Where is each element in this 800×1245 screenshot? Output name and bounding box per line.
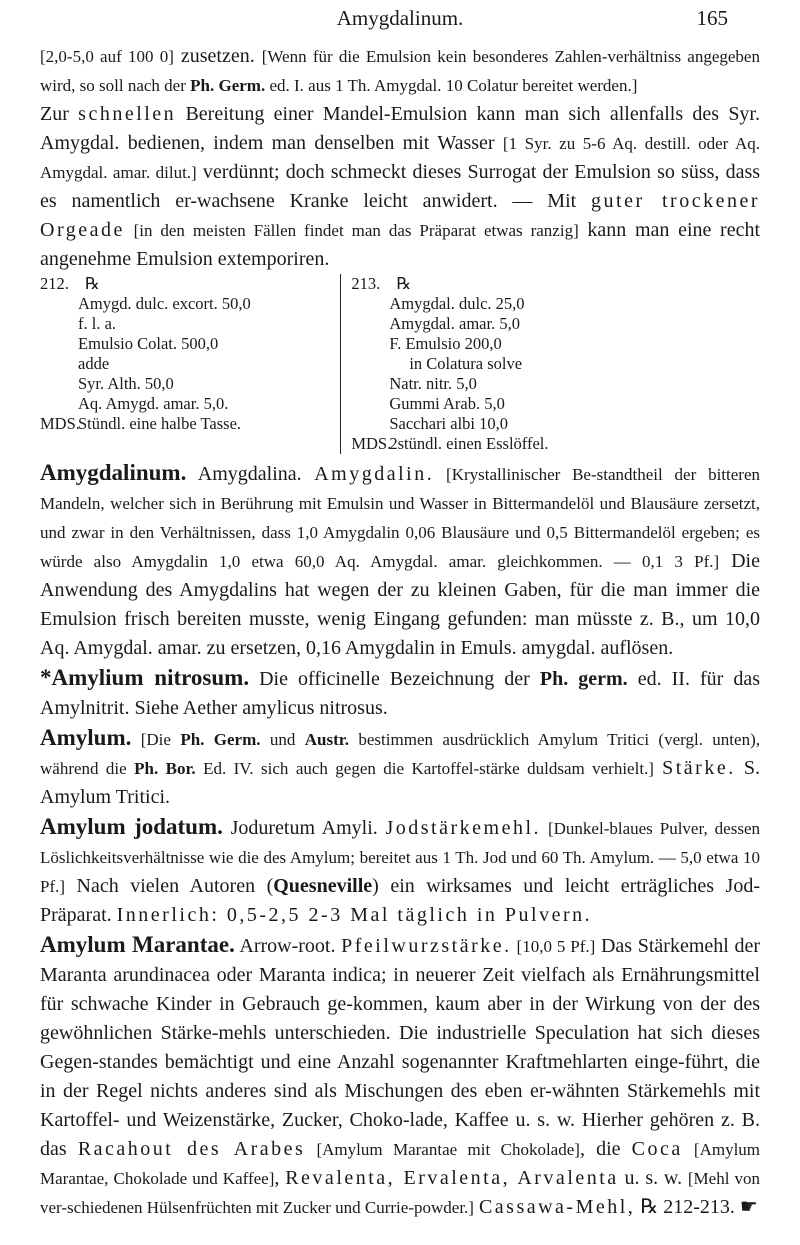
entry-amylium-nitrosum: *Amylium nitrosum. Die officinelle Bezeichnung der Ph. germ. ed. II. für das Amylnitrit. Siehe Aether amylicus nitrosus. [40, 665, 760, 719]
running-title: Amygdalinum. [336, 6, 464, 30]
recipe-signa-label: MDS. [40, 414, 80, 433]
recipe-signa: 2stündl. einen Esslöffel. [389, 434, 549, 453]
recipe-line: Amygdal. dulc. 25,0 [389, 294, 525, 313]
recipe-212 [40, 274, 340, 454]
entry-amylum-marantae: Amylum Marantae. Arrow-root. Pfeilwurzstärke. [10,0 5 Pf.] Das Stärkemehl der Maranta arundinacea oder Maranta indica; in neuerer Zeit vielfach als Ernährungsmittel für schwache Kinder in Gebrauch ge-kommen, kaum aber in der Wirkung von der des gewöhnlichen Stärke-mehls unterschieden. Die industrielle Speculation hat sich dieses Gegen-standes bemächtigt und eine Anzahl sogenannter Kraftmehlarten einge-führt, die in der Regel nichts anderes sind als Mischungen des eben er-wähnten Stärkemehls mit Kartoffel- und Weizenstärke, Zucker, Choko-lade, Kaffee u. s. w. Hierher gehören z. B. das Racahout des Arabes [Amylum Marantae mit Chokolade], die Coca [Amylum Marantae, Chokolade und Kaffee], Revalenta, Ervalenta, Arvalenta u. s. w. [Mehl von ver-schiedenen Hülsenfrüchten mit Zucker und Currie-powder.] Cassawa-Mehl, ℞ 212-213. ☛ [40, 932, 761, 1218]
recipe-line: in Colatura solve [409, 354, 523, 373]
recipe-213 [340, 274, 760, 454]
entry-term: Amylum. [40, 725, 132, 750]
entry-amylum: Amylum. [Die Ph. Germ. und Austr. bestimmen ausdrücklich Amylum Tritici (vergl. unten), während die Ph. Bor. Ed. IV. sich auch gegen die Kartoffel-stärke duldsam verhielt.] Stärke. S. Amylum Tritici. [40, 725, 760, 808]
recipe-line: Amygd. dulc. excort. 50,0 [78, 294, 251, 313]
recipe-line: Emulsio Colat. 500,0 [78, 334, 219, 353]
entry-term: *Amylium nitrosum. [40, 665, 250, 690]
page-number: 165 [696, 6, 728, 30]
recipe-line: f. l. a. [78, 314, 117, 333]
recipe-line: Natr. nitr. 5,0 [389, 374, 477, 393]
entry-amygdalinum: Amygdalinum. Amygdalina. Amygdalin. [Krystallinischer Be-standtheil der bitteren Mandeln, welcher sich in Berührung mit Emulsin und Wasser in Bittermandelöl und Blausäure zersetzt, und zwar in den Verhältnissen, dass 1,0 Amygdalin 0,06 Blausäure und 0,5 Bittermandelöl ergeben; es würde also Amygdalin 1,0 etwa 60,0 Aq. Amygdal. amar. gleichkommen. — 0,1 3 Pf.] Die Anwendung des Amygdalins hat wegen der zu kleinen Gaben, für die man immer die Emulsion frisch bereiten musste, wenig Eingang gefunden: man müsste z. B., um 10,0 Aq. Amygdal. amar. zu ersetzen, 0,16 Amygdalin in Emuls. amygdal. auflösen. [40, 460, 760, 659]
recipe-line: Amygdal. amar. 5,0 [389, 314, 520, 333]
recipe-line: adde [78, 354, 110, 373]
recipe-signa: Stündl. eine halbe Tasse. [78, 414, 242, 433]
recipe-line: F. Emulsio 200,0 [389, 334, 502, 353]
recipe-line: Sacchari albi 10,0 [389, 414, 509, 433]
recipe-line: Aq. Amygd. amar. 5,0. [78, 394, 229, 413]
recipe-line: Syr. Alth. 50,0 [78, 374, 174, 393]
page-header [0, 6, 800, 34]
paragraph-zusetzen: [2,0-5,0 auf 100 0] zusetzen. [Wenn für die Emulsion kein besonderes Zahlen-verhältniss angegeben wird, so soll nach der Ph. Germ. ed. I. aus 1 Th. Amygdal. 10 Colatur bereitet werden.] [40, 45, 760, 95]
entry-term: Amylum jodatum. [40, 814, 223, 839]
recipe-symbol: ℞ [85, 274, 100, 293]
page-body [40, 42, 760, 1222]
recipe-signa-label: MDS. [351, 434, 392, 453]
recipe-number: 213. [351, 274, 381, 293]
entry-amylum-jodatum: Amylum jodatum. Joduretum Amyli. Jodstärkemehl. [Dunkel-blaues Pulver, dessen Löslichkeitsverhältnisse wie die des Amylum; bereitet aus 1 Th. Jod und 60 Th. Amylum. — 5,0 etwa 10 Pf.] Nach vielen Autoren (Quesneville) ein wirksames und leicht erträgliches Jod-Präparat. Innerlich: 0,5-2,5 2-3 Mal täglich in Pulvern. [40, 814, 760, 926]
paragraph-schnellen-bereitung: Zur schnellen Bereitung einer Mandel-Emulsion kann man sich allenfalls des Syr. Amygdal. bedienen, indem man denselben mit Wasser [1 Syr. zu 5-6 Aq. destill. oder Aq. Amygdal. amar. dilut.] verdünnt; doch schmeckt dieses Surrogat der Emulsion so süss, dass es namentlich er-wachsene Kranke leicht anwidert. — Mit guter trockener Orgeade [in den meisten Fällen findet man das Präparat etwas ranzig] kann man eine recht angenehme Emulsion extemporiren. [40, 103, 761, 270]
recipe-number: 212. [40, 274, 69, 293]
recipe-block [40, 274, 760, 454]
entry-term: Amygdalinum. [40, 460, 187, 485]
recipe-line: Gummi Arab. 5,0 [389, 394, 505, 413]
recipe-symbol: ℞ [396, 274, 412, 293]
entry-term: Amylum Marantae. [40, 932, 235, 957]
